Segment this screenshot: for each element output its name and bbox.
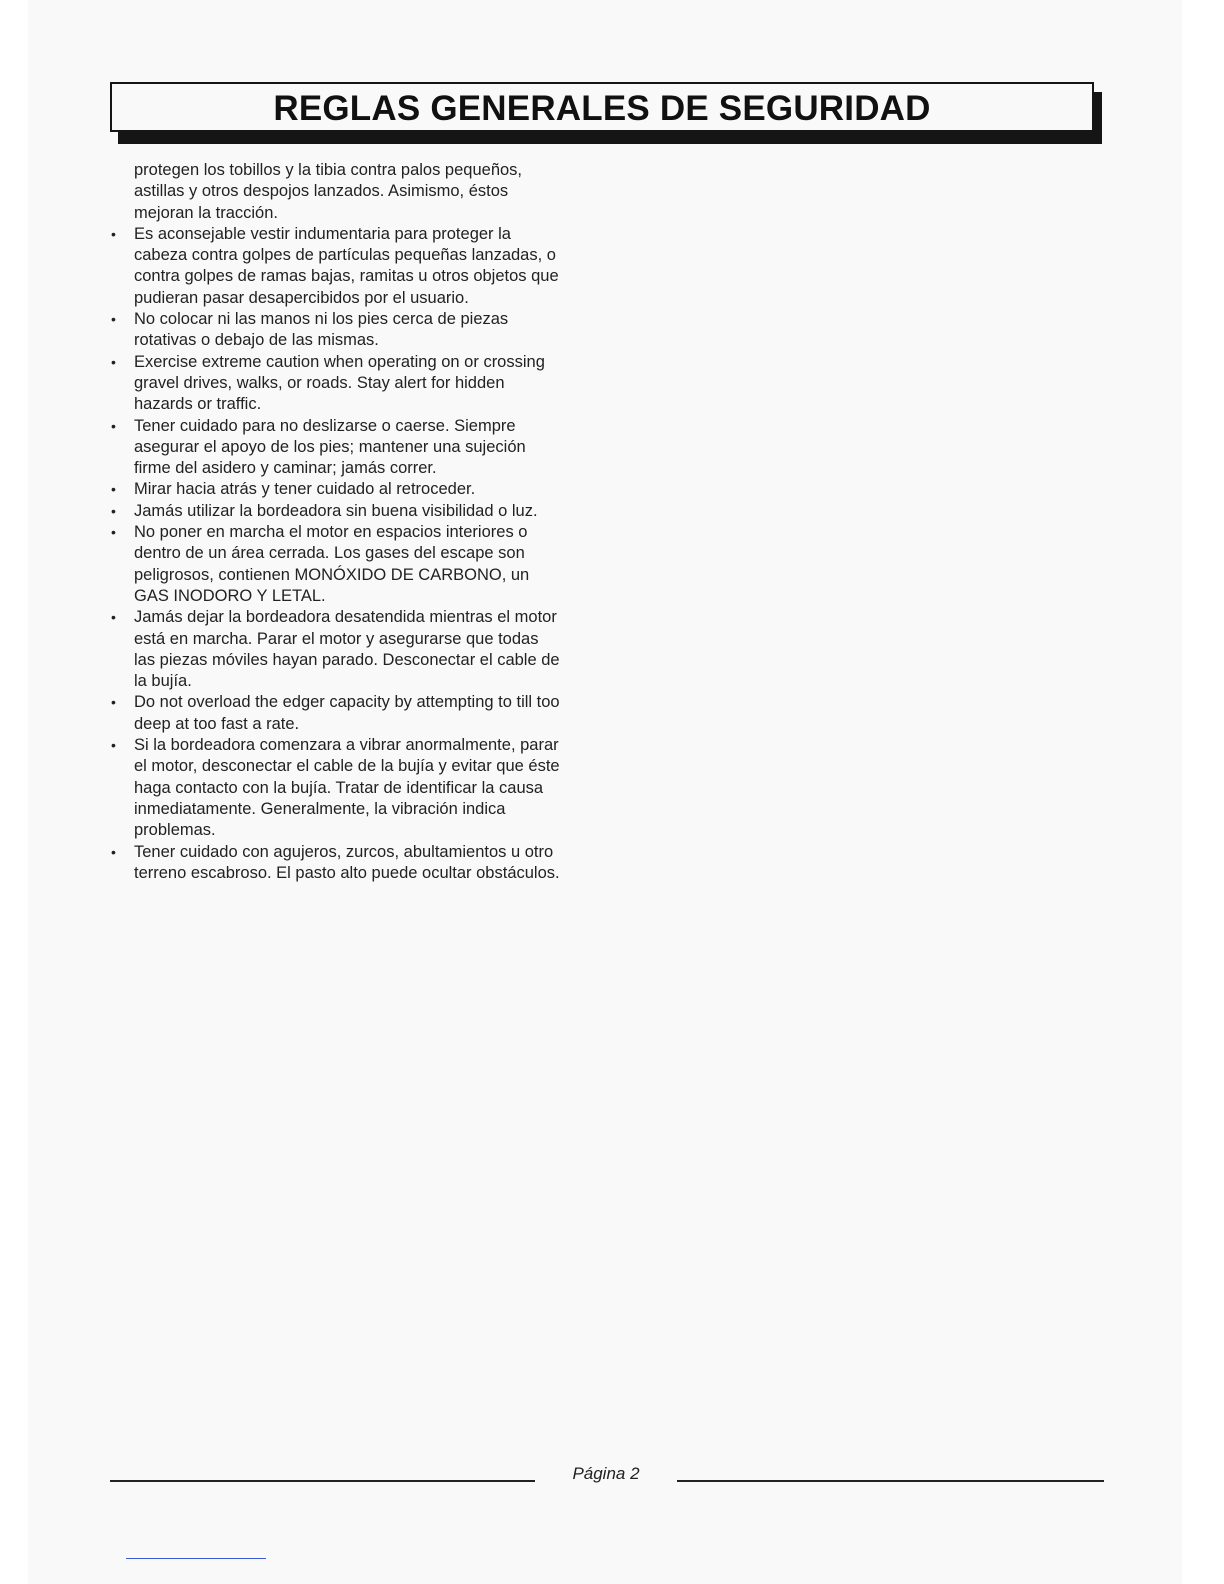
list-item-line: la bujía. <box>134 672 192 691</box>
list-item <box>108 479 608 500</box>
safety-rules-list <box>108 224 608 884</box>
list-item-line: Jamás utilizar la bordeadora sin buena visibilidad o luz. <box>134 501 538 520</box>
list-item <box>108 501 608 522</box>
bullet-icon: • <box>111 225 116 242</box>
bullet-icon: • <box>111 694 116 711</box>
list-item-line: Es aconsejable vestir indumentaria para proteger la <box>134 224 511 243</box>
intro-line: astillas y otros despojos lanzados. Asimismo, éstos <box>134 182 509 201</box>
list-item <box>108 692 608 735</box>
section-header <box>110 82 1102 144</box>
list-item-line: Tener cuidado con agujeros, zurcos, abultamientos u otro <box>134 842 554 861</box>
scan-mark-line <box>126 1558 266 1559</box>
list-item <box>108 352 608 416</box>
list-item <box>108 607 608 692</box>
list-item-line: No colocar ni las manos ni los pies cerca de piezas <box>134 310 509 329</box>
list-item <box>108 224 608 309</box>
bullet-icon: • <box>111 353 116 370</box>
intro-line: mejoran la tracción. <box>134 203 278 222</box>
list-item <box>108 842 608 885</box>
list-item-line: Tener cuidado para no deslizarse o caerse. Siempre <box>134 416 516 435</box>
list-item-line: contra golpes de ramas bajas, ramitas u otros objetos que <box>134 267 559 286</box>
bullet-icon: • <box>111 481 116 498</box>
bullet-icon: • <box>111 524 116 541</box>
list-item-line: asegurar el apoyo de los pies; mantener una sujeción <box>134 437 526 456</box>
bullet-icon: • <box>111 417 116 434</box>
page-title: REGLAS GENERALES DE SEGURIDAD <box>273 88 931 128</box>
safety-rules-text <box>108 160 608 884</box>
list-item-line: Si la bordeadora comenzara a vibrar anormalmente, parar <box>134 736 559 755</box>
page-footer <box>110 1462 1104 1488</box>
list-item-line: cabeza contra golpes de partículas pequeñas lanzadas, o <box>134 246 556 265</box>
list-item-line: terreno escabroso. El pasto alto puede ocultar obstáculos. <box>134 863 560 882</box>
list-item-line: el motor, desconectar el cable de la bujía y evitar que éste <box>134 757 560 776</box>
intro-paragraph <box>108 160 608 224</box>
list-item <box>108 522 608 607</box>
list-item-line: GAS INODORO Y LETAL. <box>134 586 326 605</box>
list-item-line: gravel drives, walks, or roads. Stay alert for hidden <box>134 373 505 392</box>
list-item-line: rotativas o debajo de las mismas. <box>134 331 379 350</box>
footer-rule-left <box>110 1480 535 1482</box>
list-item-line: No poner en marcha el motor en espacios interiores o <box>134 523 528 542</box>
list-item-line: Jamás dejar la bordeadora desatendida mientras el motor <box>134 608 557 627</box>
list-item-line: hazards or traffic. <box>134 395 262 414</box>
list-item-line: peligrosos, contienen MONÓXIDO DE CARBONO, un <box>134 565 530 584</box>
list-item-line: está en marcha. Parar el motor y asegurarse que todas <box>134 629 539 648</box>
list-item <box>108 416 608 480</box>
list-item-line: Mirar hacia atrás y tener cuidado al retroceder. <box>134 480 476 499</box>
bullet-icon: • <box>111 502 116 519</box>
list-item-line: problemas. <box>134 821 216 840</box>
list-item <box>108 735 608 841</box>
bullet-icon: • <box>111 843 116 860</box>
list-item-line: Do not overload the edger capacity by attempting to till too <box>134 693 560 712</box>
intro-line: protegen los tobillos y la tibia contra palos pequeños, <box>134 161 522 179</box>
list-item-line: dentro de un área cerrada. Los gases del escape son <box>134 544 525 563</box>
bullet-icon: • <box>111 737 116 754</box>
list-item-line: pudieran pasar desapercibidos por el usuario. <box>134 288 469 307</box>
footer-rule-right <box>677 1480 1104 1482</box>
list-item-line: las piezas móviles hayan parado. Desconectar el cable de <box>134 650 560 669</box>
list-item-line: deep at too fast a rate. <box>134 714 300 733</box>
list-item-line: haga contacto con la bujía. Tratar de identificar la causa <box>134 778 544 797</box>
page-number: Página 2 <box>572 1464 640 1483</box>
header-box <box>110 82 1094 132</box>
list-item-line: inmediatamente. Generalmente, la vibración indica <box>134 799 506 818</box>
list-item-line: firme del asidero y caminar; jamás correr. <box>134 459 437 478</box>
list-item <box>108 309 608 352</box>
bullet-icon: • <box>111 609 116 626</box>
list-item-line: Exercise extreme caution when operating on or crossing <box>134 352 545 371</box>
bullet-icon: • <box>111 311 116 328</box>
